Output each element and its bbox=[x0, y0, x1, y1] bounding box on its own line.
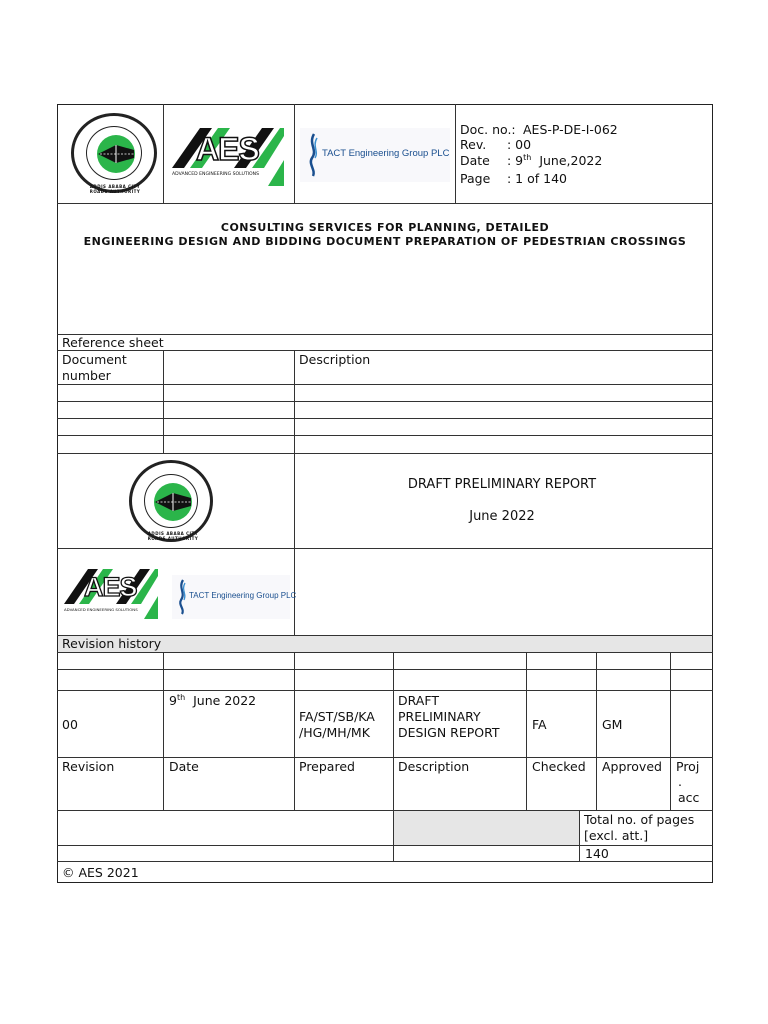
revision-description-value: DRAFT PRELIMINARY DESIGN REPORT bbox=[398, 693, 500, 740]
prepared-label: Prepared bbox=[299, 759, 355, 774]
date-value: : 9th June,2022 bbox=[507, 152, 603, 168]
date-label: Date bbox=[460, 153, 490, 168]
report-title: DRAFT PRELIMINARY REPORT bbox=[407, 477, 597, 492]
description-label: Description bbox=[398, 759, 470, 774]
proj-acc-label-1: Proj bbox=[676, 759, 700, 774]
tact-logo-2 bbox=[172, 575, 297, 619]
project-title-line2: ENGINEERING DESIGN AND BIDDING DOCUMENT PREPARATION OF PEDESTRIAN CROSSINGS bbox=[83, 235, 687, 248]
revision-approved-value: GM bbox=[602, 717, 623, 732]
total-pages-value: 140 bbox=[585, 846, 609, 861]
report-date: June 2022 bbox=[469, 509, 535, 524]
aes-tagline: ADVANCED ENGINEERING SOLUTIONS bbox=[172, 172, 259, 177]
doc-no-label: Doc. no.: bbox=[460, 122, 516, 137]
tact-name: TACT Engineering Group PLC bbox=[322, 148, 450, 159]
aes-logo-text-2: AES bbox=[84, 572, 137, 602]
aes-logo-text: AES bbox=[196, 131, 259, 167]
copyright: © AES 2021 bbox=[62, 865, 139, 880]
rev-label: Rev. bbox=[460, 137, 487, 152]
project-title-line1: CONSULTING SERVICES FOR PLANNING, DETAILED bbox=[220, 221, 550, 234]
tact-name-2: TACT Engineering Group PLC bbox=[189, 591, 297, 600]
reference-col-description: Description bbox=[299, 352, 371, 367]
page-label: Page bbox=[460, 171, 491, 186]
revision-date-value: 9th June 2022 bbox=[169, 692, 257, 708]
checked-label: Checked bbox=[532, 759, 586, 774]
aes-tagline-2: ADVANCED ENGINEERING SOLUTIONS bbox=[64, 607, 138, 612]
page-value: : 1 of 140 bbox=[507, 171, 567, 186]
aes-logo-2 bbox=[64, 566, 158, 620]
seal-text: ADDIS ABABA CITY ROADS AUTHORITY bbox=[89, 184, 141, 194]
city-roads-seal-logo bbox=[71, 113, 157, 193]
revision-checked-value: FA bbox=[532, 717, 547, 732]
reference-col-document-number: Document number bbox=[62, 352, 127, 383]
aes-logo bbox=[172, 124, 284, 188]
city-roads-seal-logo-2 bbox=[129, 460, 213, 542]
revision-value: 00 bbox=[62, 717, 78, 732]
totals-grey-cell bbox=[394, 811, 579, 845]
proj-acc-label-3: acc bbox=[678, 790, 700, 805]
tact-logo bbox=[300, 128, 450, 182]
proj-acc-label-2: . bbox=[678, 774, 682, 789]
reference-sheet-heading: Reference sheet bbox=[62, 335, 164, 350]
rev-value: : 00 bbox=[507, 137, 532, 152]
date-column-label: Date bbox=[169, 759, 199, 774]
total-pages-label: Total no. of pages [excl. att.] bbox=[584, 812, 695, 843]
revision-prepared-value: FA/ST/SB/KA /HG/MH/MK bbox=[299, 709, 375, 740]
seal-text-2: ADDIS ABABA CITY ROADS AUTHORITY bbox=[147, 531, 199, 541]
revision-label: Revision bbox=[62, 759, 115, 774]
doc-no-value: AES-P-DE-I-062 bbox=[523, 122, 618, 137]
revision-history-heading: Revision history bbox=[62, 636, 162, 651]
approved-label: Approved bbox=[602, 759, 662, 774]
